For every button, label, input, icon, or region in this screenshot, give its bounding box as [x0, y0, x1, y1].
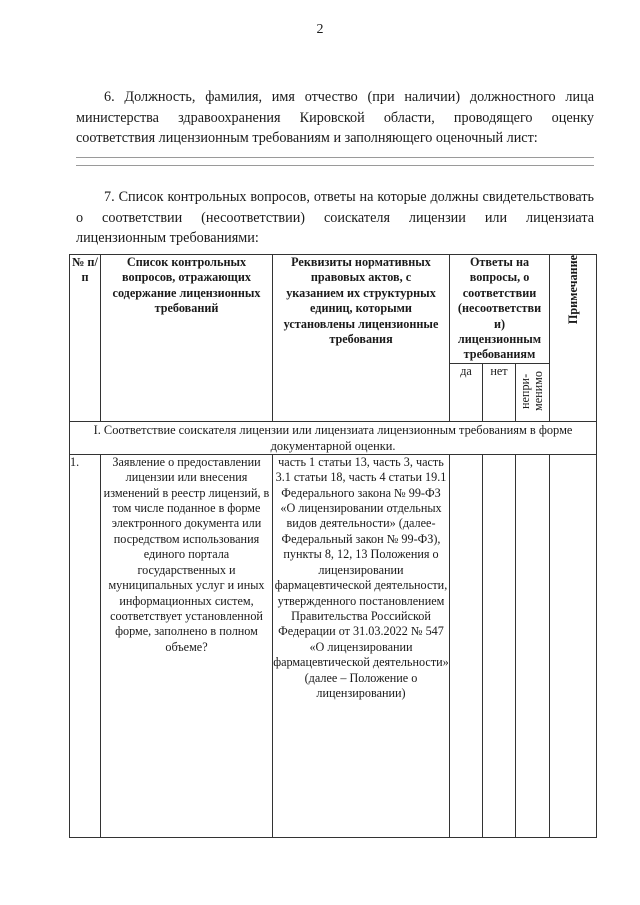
header-note [550, 255, 597, 422]
row-note[interactable] [550, 454, 597, 837]
header-not-applicable [516, 363, 550, 421]
row-question: Заявление о предоставлении лицензии или внесения изменений в реестр лицензий, в том числе поданное в форме электронного документа или посредством использования единого портала государственных и муниципальных услуг и иных информационных систем, соответствует установленной форме, заполнено в полном объеме? [101, 454, 273, 837]
checklist-table [69, 254, 597, 838]
paragraph-7: 7. Список контрольных вопросов, ответы на которые должны свидетельствовать о соответствии (несоответствии) соискателя лицензии или лицензиата лицензионным требованиями: [76, 189, 594, 246]
paragraph-6: 6. Должность, фамилия, имя отчество (при наличии) должностного лица министерства здравоохранения Кировской области, проводящего оценку соответствия лицензионным требованиям и заполняющего оценочный лист: [76, 89, 594, 146]
fill-in-line [76, 157, 594, 158]
page-number: 2 [316, 22, 324, 37]
header-questions: Список контрольных вопросов, отражающих содержание лицензионных требований [101, 255, 273, 422]
row-requisites: часть 1 статьи 13, часть 3, часть 3.1 статьи 18, часть 4 статьи 19.1 Федерального закона № 99-ФЗ «О лицензировании отдельных видов деятельности» (далее-Федеральный закон № 99-ФЗ), пункты 8, 12, 13 Положения о лицензировании фармацевтической деятельности, утвержденного постановлением Правительства Российской Федерации от 31.03.2022 № 547 «О лицензировании фармацевтической деятельности» (далее – Положение о лицензировании) [273, 454, 450, 837]
section-title: I. Соответствие соискателя лицензии или лицензиата лицензионным требованиям в форме документарной оценки. [70, 421, 597, 454]
table-row [70, 454, 597, 837]
header-not-applicable-label: непри-менимо [517, 370, 545, 411]
header-num: № п/п [70, 255, 101, 422]
row-answer-no[interactable] [483, 454, 516, 837]
row-answer-not-applicable[interactable] [516, 454, 550, 837]
row-answer-yes[interactable] [450, 454, 483, 837]
header-yes: да [450, 363, 483, 421]
row-number: 1. [70, 454, 101, 837]
header-note-label: Примечание [566, 255, 581, 325]
header-requisites: Реквизиты нормативных правовых актов, с указанием их структурных единиц, которыми установлены лицензионные требования [273, 255, 450, 422]
fill-in-line [76, 165, 594, 166]
header-answers: Ответы на вопросы, о соответствии (несоответстви и) лицензионным требованиям [450, 255, 550, 364]
header-no: нет [483, 363, 516, 421]
